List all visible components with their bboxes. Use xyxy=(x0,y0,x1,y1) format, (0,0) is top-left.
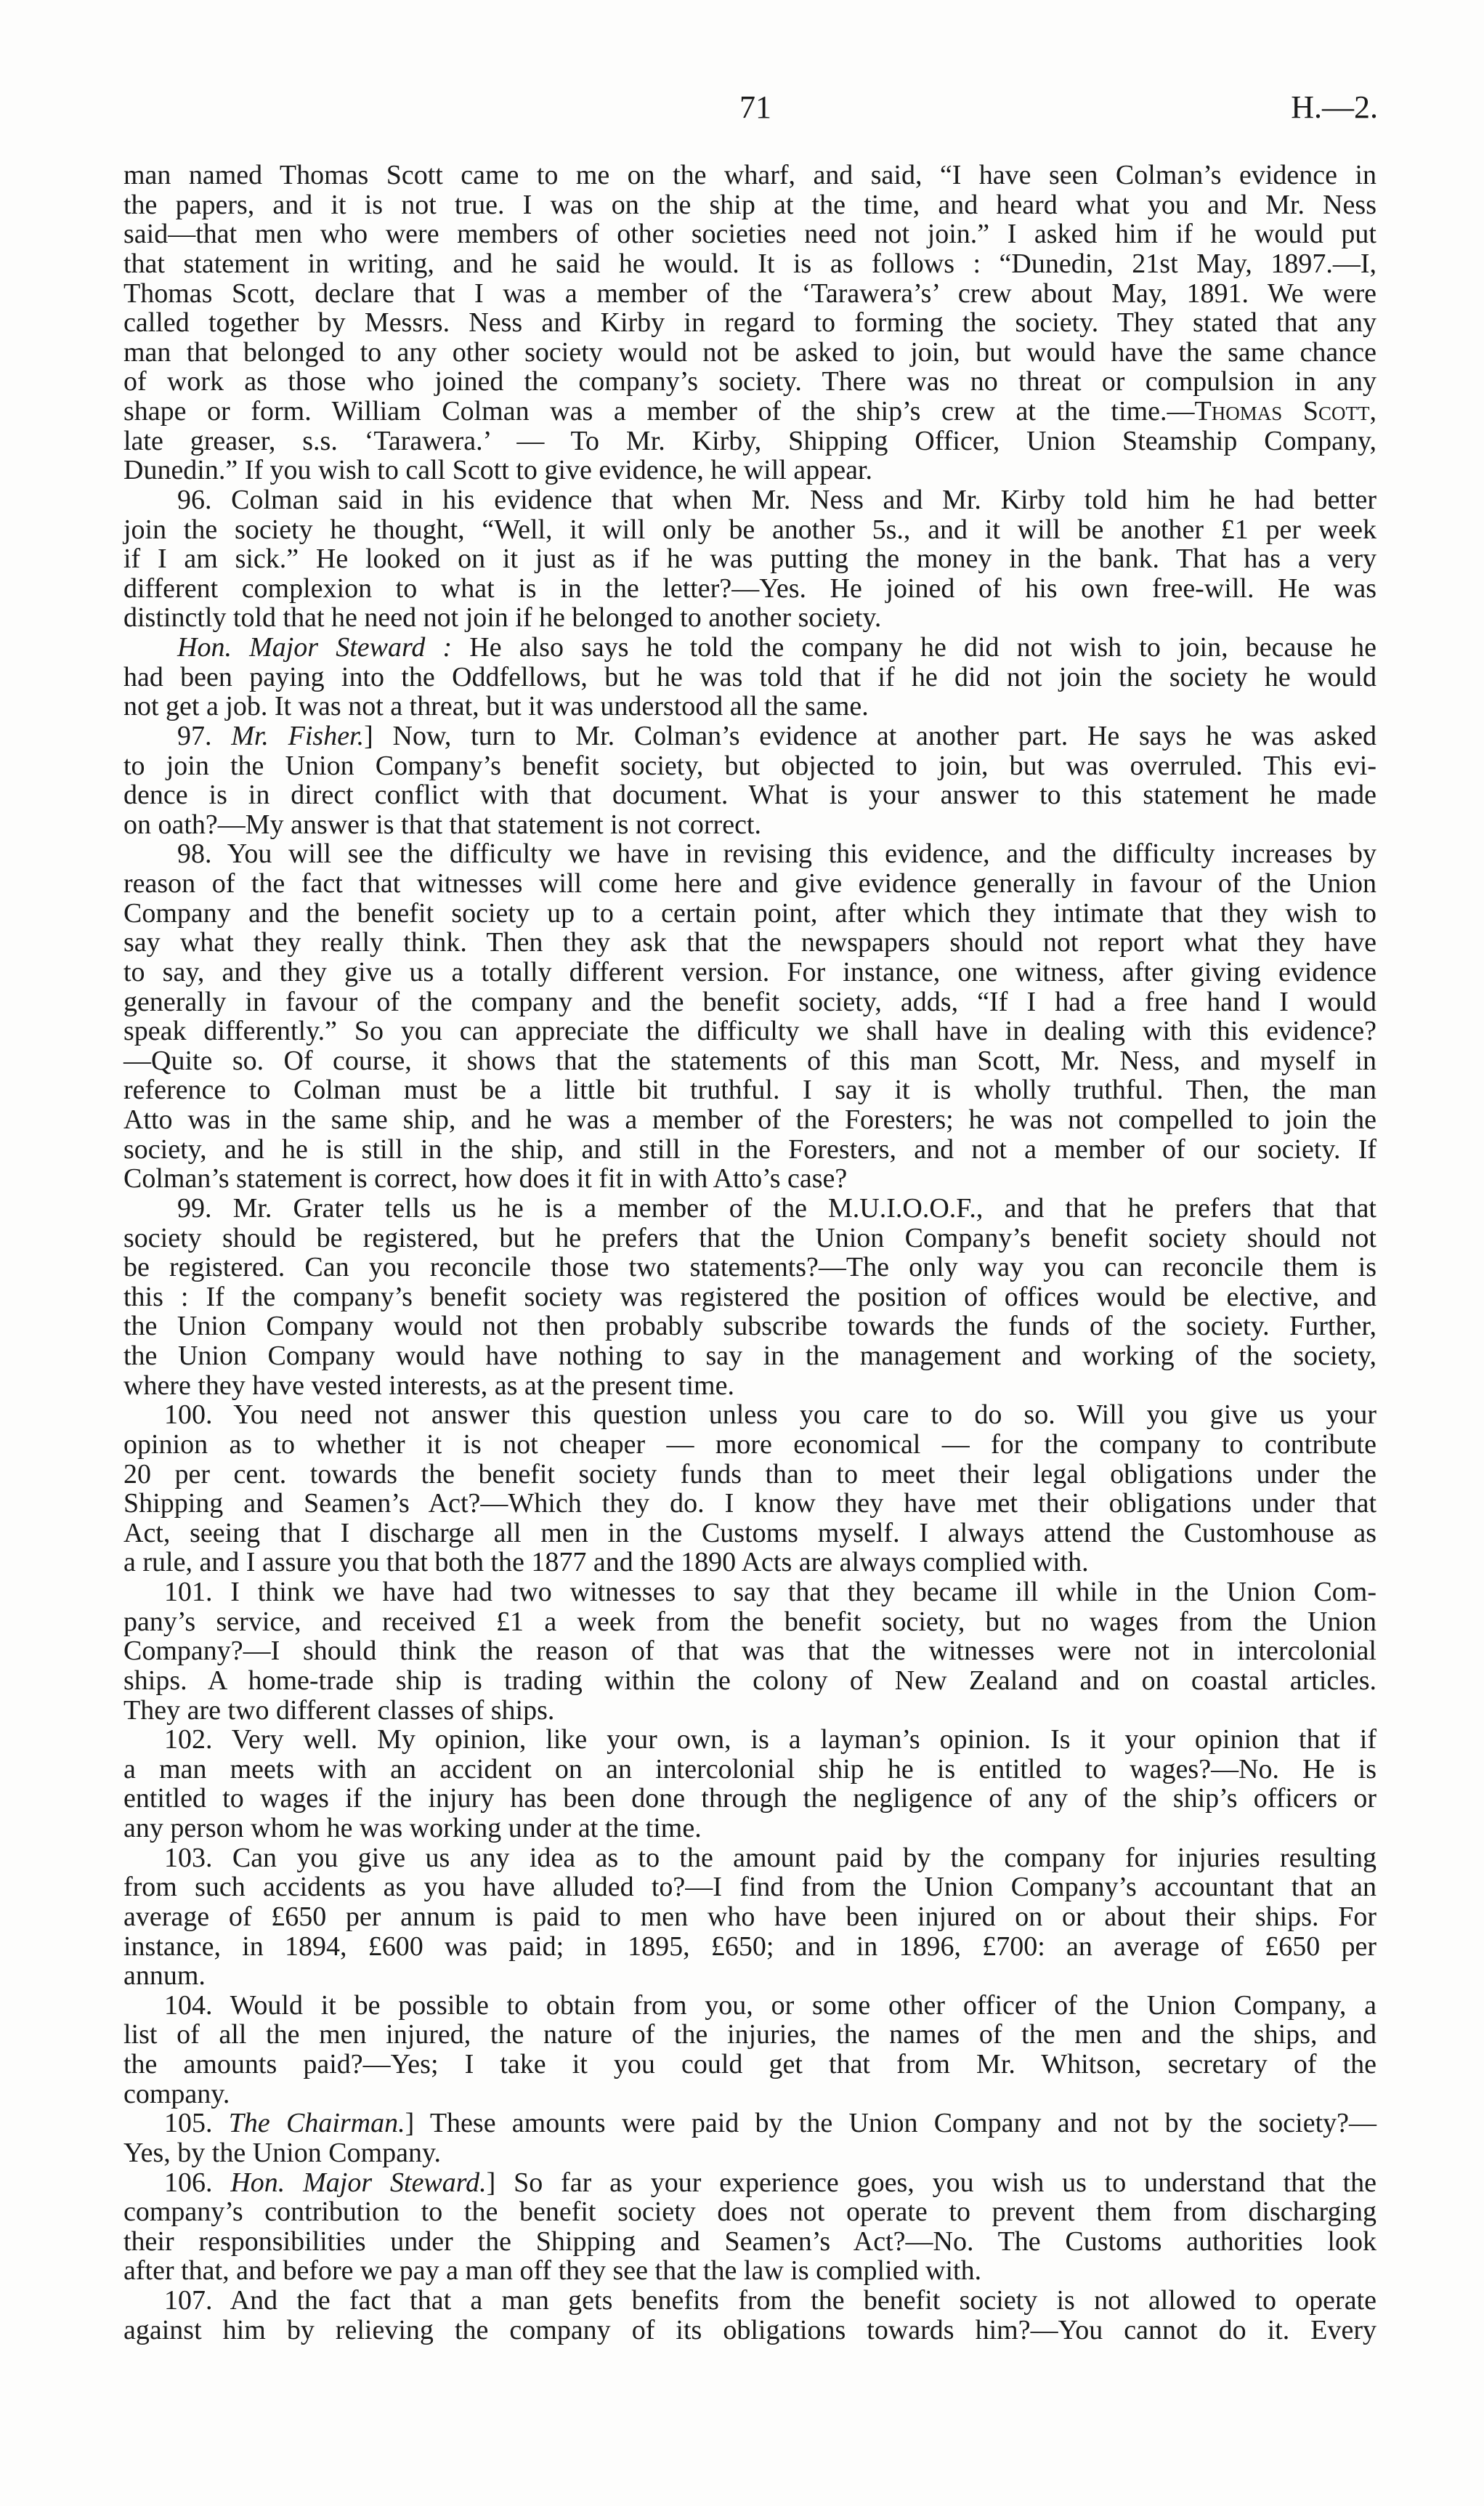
paragraph xyxy=(123,2109,1376,2167)
speaker-name: The Chairman. xyxy=(228,2108,405,2139)
text-line: after that, and before we pay a man off they see that the law is complied with. xyxy=(123,2255,982,2287)
text-line: Company and the benefit society up to a certain point, after which they intimate that they wish to xyxy=(123,897,1376,929)
signatory-name: Thomas Scott xyxy=(1194,396,1370,427)
text-run: , xyxy=(1369,396,1376,427)
paragraph xyxy=(123,633,1376,722)
text-line: of work as those who joined the company’s society. There was no threat or compulsion in any xyxy=(123,366,1376,397)
page-number: 71 xyxy=(739,89,771,125)
text-line: list of all the men injured, the nature of the injuries, the names of the men and the ships, and xyxy=(123,2019,1376,2050)
text-line: pany’s service, and received £1 a week from the benefit society, but no wages from the Union xyxy=(123,1606,1376,1637)
body-text xyxy=(123,161,1376,2345)
paragraph xyxy=(123,839,1376,1194)
paragraph xyxy=(123,1843,1376,1991)
text-run: 97. xyxy=(177,720,232,751)
text-run: shape or form. William Colman was a member of the ship’s crew at the time.— xyxy=(123,396,1195,427)
text-line: 100. You need not answer this question unless you care to do so. Will you give us your xyxy=(164,1399,1376,1431)
text-line: 103. Can you give us any idea as to the amount paid by the company for injuries resulting xyxy=(164,1842,1376,1873)
text-line: this : If the company’s benefit society was registered the position of offices would be elective, and xyxy=(123,1281,1376,1312)
text-line: the amounts paid?—Yes; I take it you could get that from Mr. Whitson, secretary of the xyxy=(123,2049,1376,2079)
text-line: Shipping and Seamen’s Act?—Which they do. I know they have met their obligations under that xyxy=(123,1488,1376,1519)
paragraph xyxy=(123,485,1376,633)
text-line: Colman’s statement is correct, how does it fit in with Atto’s case? xyxy=(123,1163,848,1195)
text-line: 107. And the fact that a man gets benefits from the benefit society is not allowed to operate xyxy=(164,2285,1376,2316)
text-line: Act, seeing that I discharge all men in the Customs myself. I always attend the Customhouse as xyxy=(123,1517,1376,1548)
text-line: any person whom he was working under at the time. xyxy=(123,1813,702,1843)
text-line: ships. A home-trade ship is trading within the colony of New Zealand and on coastal articles. xyxy=(123,1665,1376,1696)
text-line: where they have vested interests, as at the present time. xyxy=(123,1370,734,1401)
text-line: to say, and they give us a totally different version. For instance, one witness, after giving evidence xyxy=(123,956,1376,987)
text-line: company. xyxy=(123,2078,230,2109)
text-line: against him by relieving the company of its obligations towards him?—You cannot do it. Every xyxy=(123,2314,1376,2345)
speaker-name: Mr. Fisher. xyxy=(231,720,365,751)
paragraph xyxy=(123,1400,1376,1577)
text-line: instance, in 1894, £600 was paid; in 1895, £650; and in 1896, £700: an average of £650 per xyxy=(123,1931,1376,1962)
text-line xyxy=(123,2109,1376,2138)
text-line: to join the Union Company’s benefit society, but objected to join, but was overruled. This evi- xyxy=(123,750,1376,781)
text-line: different complexion to what is in the letter?—Yes. He joined of his own free-will. He was xyxy=(123,573,1376,604)
text-line: their responsibilities under the Shipping and Seamen’s Act?—No. The Customs authorities look xyxy=(123,2226,1376,2257)
text-line: reference to Colman must be a little bit truthful. I say it is wholly truthful. Then, the man xyxy=(123,1075,1376,1106)
text-run: ] So far as your experience goes, you wish us to understand that the xyxy=(486,2167,1376,2198)
speaker-name: Hon. Major Steward. xyxy=(230,2167,487,2198)
text-line: on oath?—My answer is that that statement is not correct. xyxy=(123,809,761,840)
text-line: 20 per cent. towards the benefit society funds than to meet their legal obligations under the xyxy=(123,1458,1376,1490)
text-line xyxy=(123,633,1376,663)
text-line: 98. You will see the difficulty we have in revising this evidence, and the difficulty increases by xyxy=(177,838,1376,870)
text-line: Company?—I should think the reason of that was that the witnesses were not in intercolonial xyxy=(123,1636,1376,1667)
text-line: 102. Very well. My opinion, like your own, is a layman’s opinion. Is it your opinion that if xyxy=(164,1724,1376,1755)
paragraph xyxy=(123,2168,1376,2287)
text-line: man named Thomas Scott came to me on the wharf, and said, “I have seen Colman’s evidence in xyxy=(123,160,1376,190)
text-line: the Union Company would not then probably subscribe towards the funds of the society. Further, xyxy=(123,1311,1376,1342)
text-line: society should be registered, but he prefers that the Union Company’s benefit society should not xyxy=(123,1222,1376,1253)
text-line: not get a job. It was not a threat, but it was understood all the same. xyxy=(123,691,869,722)
text-line xyxy=(123,397,1376,427)
text-line xyxy=(123,2168,1376,2198)
text-line: said—that men who were members of other societies need not join.” I asked him if he would put xyxy=(123,219,1376,250)
text-line: reason of the fact that witnesses will come here and give evidence generally in favour of the Union xyxy=(123,868,1376,899)
text-line: join the society he thought, “Well, it will only be another 5s., and it will be another £1 per week xyxy=(123,514,1376,545)
text-line xyxy=(123,722,1376,751)
text-line: company’s contribution to the benefit society does not operate to prevent them from discharging xyxy=(123,2196,1376,2228)
text-line: distinctly told that he need not join if he belonged to another society. xyxy=(123,602,882,634)
text-line: society, and he is still in the ship, and still in the Foresters, and not a member of our society. If xyxy=(123,1133,1376,1165)
text-line: a rule, and I assure you that both the 1877 and the 1890 Acts are always complied with. xyxy=(123,1547,1089,1578)
text-line: be registered. Can you reconcile those two statements?—The only way you can reconcile them is xyxy=(123,1252,1376,1283)
text-run: ] Now, turn to Mr. Colman’s evidence at another part. He says he was asked xyxy=(364,720,1377,751)
text-run: 105. xyxy=(164,2108,229,2139)
text-line: late greaser, s.s. ‘Tarawera.’ — To Mr. Kirby, Shipping Officer, Union Steamship Company, xyxy=(123,425,1376,456)
paragraph xyxy=(123,161,1376,485)
text-line: called together by Messrs. Ness and Kirby in regard to forming the society. They stated that any xyxy=(123,307,1376,339)
text-line: a man meets with an accident on an intercolonial ship he is entitled to wages?—No. He is xyxy=(123,1753,1376,1784)
text-run: He also says he told the company he did not wish to join, because he xyxy=(452,632,1376,663)
text-line: entitled to wages if the injury has been done through the negligence of any of the ship’s officers or xyxy=(123,1783,1376,1814)
text-line: 104. Would it be possible to obtain from you, or some other officer of the Union Company, a xyxy=(164,1989,1376,2021)
text-line: the papers, and it is not true. I was on the ship at the time, and heard what you and Mr. Ness xyxy=(123,189,1376,220)
speaker-name: Hon. Major Steward : xyxy=(177,632,453,663)
text-line: speak differently.” So you can appreciate the difficulty we shall have in dealing with this evidence? xyxy=(123,1016,1376,1047)
text-line: dence is in direct conflict with that document. What is your answer to this statement he made xyxy=(123,780,1376,811)
text-line: Atto was in the same ship, and he was a member of the Foresters; he was not compelled to join the xyxy=(123,1104,1376,1135)
text-line: They are two different classes of ships. xyxy=(123,1694,555,1726)
paragraph xyxy=(123,2286,1376,2345)
text-line: from such accidents as you have alluded to?—I find from the Union Company’s accountant that an xyxy=(123,1872,1376,1903)
text-run: 106. xyxy=(164,2167,231,2198)
text-line: 101. I think we have had two witnesses to say that they became ill while in the Union Com- xyxy=(164,1577,1376,1607)
text-line: annum. xyxy=(123,1960,206,1992)
text-line: Yes, by the Union Company. xyxy=(123,2137,442,2168)
text-line: had been paying into the Oddfellows, but he was told that if he did not join the society he would xyxy=(123,661,1376,692)
text-line: that statement in writing, and he said he would. It is as follows : “Dunedin, 21st May, 1897.—I, xyxy=(123,248,1376,279)
text-run: ] These amounts were paid by the Union Company and not by the society?— xyxy=(405,2108,1377,2139)
paragraph xyxy=(123,1577,1376,1725)
text-line: man that belonged to any other society would not be asked to join, but would have the same chance xyxy=(123,336,1376,368)
document-reference: H.—2. xyxy=(1291,89,1378,125)
text-line: the Union Company would have nothing to say in the management and working of the society, xyxy=(123,1341,1376,1371)
text-line: opinion as to whether it is not cheaper — more economical — for the company to contribute xyxy=(123,1428,1376,1460)
text-line: 99. Mr. Grater tells us he is a member of the M.U.I.O.O.F., and that he prefers that that xyxy=(177,1192,1376,1224)
paragraph xyxy=(123,1194,1376,1400)
text-line: Thomas Scott, declare that I was a member of the ‘Tarawera’s’ crew about May, 1891. We were xyxy=(123,278,1376,309)
paragraph xyxy=(123,1991,1376,2109)
paragraph xyxy=(123,722,1376,840)
text-line: say what they really think. Then they ask that the newspapers should not report what they have xyxy=(123,927,1376,958)
paragraph xyxy=(123,1725,1376,1843)
text-line: generally in favour of the company and the benefit society, adds, “If I had a free hand I would xyxy=(123,986,1376,1017)
text-line: —Quite so. Of course, it shows that the statements of this man Scott, Mr. Ness, and myself in xyxy=(123,1045,1376,1076)
text-line: average of £650 per annum is paid to men who have been injured on or about their ships. For xyxy=(123,1901,1376,1932)
text-line: 96. Colman said in his evidence that when Mr. Ness and Mr. Kirby told him he had better xyxy=(177,484,1376,515)
text-line: if I am sick.” He looked on it just as if he was putting the money in the bank. That has a very xyxy=(123,543,1376,575)
text-line: Dunedin.” If you wish to call Scott to give evidence, he will appear. xyxy=(123,455,872,486)
